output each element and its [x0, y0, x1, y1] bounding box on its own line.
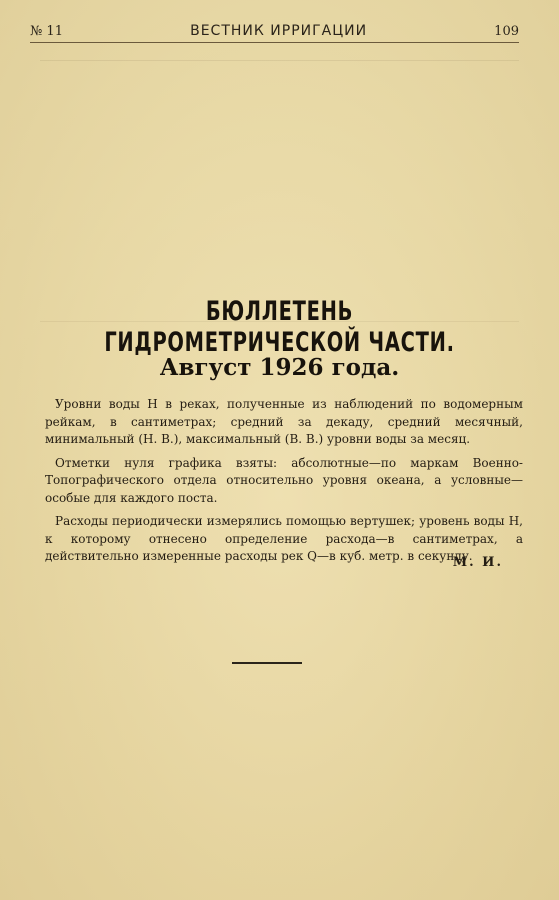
page-header — [30, 20, 519, 43]
bulletin-title: БЮЛЛЕТЕНЬ ГИДРОМЕТРИЧЕСКОЙ ЧАСТИ. — [104, 296, 455, 358]
paragraph-water-levels: Уровни воды H в реках, полученные из наблюдений по водомерным рейкам, в сантиметрах; средний за декаду, средний месячный, минимальный (Н. В.), максимальный (В. В.) уровни воды за месяц. — [45, 397, 523, 446]
journal-title: ВЕСТНИК ИРРИГАЦИИ — [190, 23, 368, 39]
bulletin-body — [45, 396, 523, 572]
paragraph-zero-marks: Отметки нуля графика взяты: абсолютные—по маркам Военно-Топографического отдела относительно уровня океана, а условные—особые для каждого поста. — [45, 455, 523, 505]
paragraph-discharge: Расходы периодически измерялись помощью вертушек; уровень воды H, к которому отнесено определение расхода—в сантиметрах, а действительно измеренные расходы рек Q—в куб. метр. в секунду. — [45, 514, 523, 563]
bulletin-date: Август 1926 года. — [159, 354, 400, 381]
show-through-area — [40, 60, 519, 322]
signature: М. И. — [452, 555, 503, 570]
section-divider — [232, 662, 302, 664]
issue-number: № 11 — [30, 23, 63, 39]
page-number: 109 — [494, 23, 519, 39]
